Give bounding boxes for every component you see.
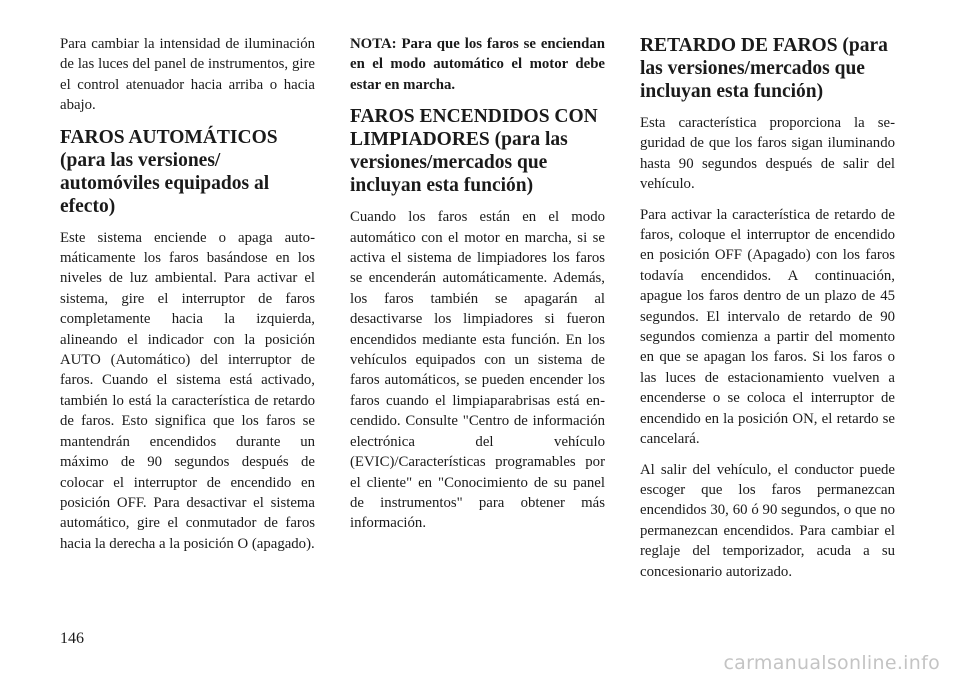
paragraph-retardo-3: Al salir del vehículo, el conductor puede escoger que los faros permanezcan encendidos 30, 60 ó 90 segundos, o que no permanezcan encendidos. Para cambiar el reglaje del temporizador, acuda a su concesionario autorizado. [640, 461, 895, 580]
page-number: 146 [60, 630, 84, 647]
paragraph-retardo-2: Para activar la característica de retardo de faros, coloque el interruptor de encendido en posición OFF (Apagado) con los faros todavía encendidos. A continuación, apague los faros dentro de un plazo de 45 segundos. El intervalo de retardo de 90 segundos comienza a partir del momento en que se apagan los faros. Si los faros o las luces de estacionamiento vuelven a encenderse o se coloca el interruptor de encendido en la posición ON, el retardo se cancelará. [640, 206, 895, 448]
column-left [60, 34, 315, 564]
column-right [640, 34, 895, 592]
paragraph-faros-limpiadores: Cuando los faros están en el modo automático con el motor en marcha, si se activa el sistema de limpiadores los faros se encenderán automáticamente. Además, los faros también se apagarán al desactivarse los limpiadores si fueron encendidos mediante esta función. En los vehículos equipados con un sistema de faros automáticos, se pueden encender los faros cuando el limpiaparabrisas está encendido. Consulte "Centro de información electrónica del vehículo (EVIC)/Características programables por el cliente" en "Conocimiento de su panel de instrumentos" para obtener más información. [350, 209, 605, 532]
note-paragraph: NOTA: Para que los faros se enciendan en el modo automático el motor debe estar en marcha. [350, 36, 605, 93]
paragraph-faros-automaticos: Este sistema enciende o apaga automáticamente los faros basándose en los niveles de luz ambiental. Para activar el sistema, gire el interruptor de faros completamente hacia la izquierda, alineando el indicador con la posición AUTO (Automático) del interruptor de faros. Cuando el sistema está activado, también lo está la característica de retardo de faros. Esto significa que los faros se mantendrán encendidos durante un máximo de 90 segundos después de colocar el interruptor de encendido en posición OFF. Para desactivar el sistema automático, gire el conmutador de faros hacia la derecha a la posición O (apagado). [60, 229, 315, 552]
paragraph-retardo-1: Esta característica proporciona la seguridad de que los faros sigan iluminando hasta 90 segundos después de salir del vehículo. [640, 115, 895, 193]
column-middle [350, 34, 605, 544]
heading-faros-limpiadores: FAROS ENCENDIDOS CON LIMPIADORES (para las versiones/mercados que incluyan esta función) [350, 106, 598, 197]
watermark: carmanualsonline.info [723, 652, 940, 674]
heading-faros-automaticos: FAROS AUTOMÁTICOS (para las versiones/ automóviles equipados al efecto) [60, 126, 278, 217]
intro-paragraph: Para cambiar la intensidad de iluminación de las luces del panel de instrumentos, gire el control atenuador hacia arriba o hacia abajo. [60, 36, 315, 114]
heading-retardo-faros: RETARDO DE FAROS (para las versiones/mercados que incluyan esta función) [640, 35, 888, 102]
